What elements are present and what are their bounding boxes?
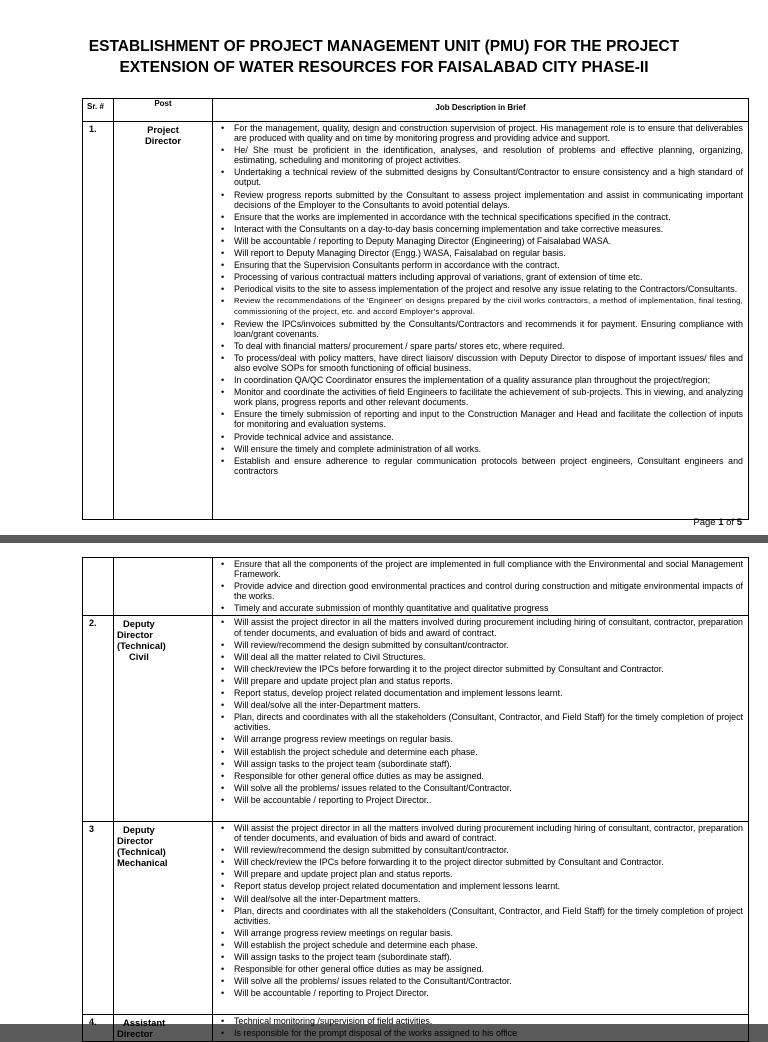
row-sr: 2. xyxy=(83,616,114,822)
header-post: Post xyxy=(114,99,213,122)
duty-item: • Will establish the project schedule and determine each phase. xyxy=(234,747,743,757)
duty-item: • Will assist the project director in all the matters involved during procurement including hiring of consultant, contractor, preparation of tender documents, and evaluation of bids and award of contract. xyxy=(234,823,743,843)
table-row xyxy=(83,122,749,520)
duty-item: • Will prepare and update project plan and status reports. xyxy=(234,869,743,879)
post-title-line: Assistant xyxy=(123,1017,166,1029)
duty-item: • For the management, quality, design and construction supervision of project. His management role is to ensure that deliverables are produced with quality and on time by monitoring progress and providing advice and support. xyxy=(234,123,743,143)
row-sr-empty xyxy=(83,558,114,616)
post-title-line: (Technical) xyxy=(117,845,166,857)
row-post xyxy=(114,616,213,822)
page-number xyxy=(693,517,742,528)
duty-item: • Will deal all the matter related to Civil Structures. xyxy=(234,652,743,662)
duties-list xyxy=(213,122,748,476)
duty-item: • Will be accountable / reporting to Project Director. xyxy=(234,988,743,998)
duty-item: • Ensuring that the Supervision Consultants perform in accordance with the contract. xyxy=(234,260,743,270)
post-title-line: Director xyxy=(117,1028,153,1040)
title-line-1: ESTABLISHMENT OF PROJECT MANAGEMENT UNIT (PMU) FOR THE PROJECT xyxy=(88,38,680,55)
duty-item: • Monitor and coordinate the activities of field Engineers to facilitate the achievement of sub-projects. This in viewing, and analyzing work plans, progress reports and other relevant documents. xyxy=(234,387,743,407)
duties-list xyxy=(213,558,748,613)
table-row xyxy=(83,1015,749,1041)
row-sr: 4. xyxy=(83,1015,114,1041)
duty-item: • Will review/recommend the design submitted by consultant/contractor. xyxy=(234,640,743,650)
duty-item: • Establish and ensure adherence to regular communication protocols between project engineers, Consultant engineers and contractors xyxy=(234,456,743,476)
post-title-line: Civil xyxy=(129,651,149,663)
duty-item: • Timely and accurate submission of monthly quantitative and qualitative progress xyxy=(234,603,743,613)
row-job-description xyxy=(213,558,749,616)
document-page-2 xyxy=(0,543,768,1040)
duty-item: • Ensure the timely submission of reporting and input to the Construction Manager and Head and facilitate the collection of inputs for monitoring and evaluation systems. xyxy=(234,409,743,429)
duty-item: • Will solve all the problems/ issues related to the Consultant/Contractor. xyxy=(234,976,743,986)
duty-item: • Will check/review the IPCs before forwarding it to the project director submitted by Consultant and Contractor. xyxy=(234,857,743,867)
post-title-line: Mechanical xyxy=(117,856,168,868)
post-title-line: Deputy xyxy=(123,823,155,835)
duty-item: • In coordination QA/QC Coordinator ensures the implementation of a quality assurance plan throughout the project/region; xyxy=(234,375,743,385)
duty-item: • Plan, directs and coordinates with all the stakeholders (Consultant, Contractor, and Field Staff) for the timely completion of project activities. xyxy=(234,712,743,732)
duty-item: • Will assign tasks to the project team (subordinate staff). xyxy=(234,952,743,962)
duty-item: • Report status develop project related documentation and implement lessons learnt. xyxy=(234,881,743,891)
page-total: 5 xyxy=(736,517,742,528)
duty-item: • Will deal/solve all the inter-Department matters. xyxy=(234,700,743,710)
duty-item: • Plan, directs and coordinates with all the stakeholders (Consultant, Contractor, and Field Staff) for the timely completion of project activities. xyxy=(234,906,743,926)
page-label: Page xyxy=(693,517,719,528)
duty-item: • Will prepare and update project plan and status reports. xyxy=(234,676,743,686)
title-line-2: EXTENSION OF WATER RESOURCES FOR FAISALABAD CITY PHASE-II xyxy=(119,59,649,76)
duty-item: • Technical monitoring /supervision of field activities. xyxy=(234,1016,743,1026)
duties-list xyxy=(213,616,748,805)
duty-item: • Responsible for other general office duties as may be assigned. xyxy=(234,964,743,974)
row-job-description xyxy=(213,122,749,520)
duty-item: • Review the IPCs/invoices submitted by the Consultants/Contractors and recommends it for payment. Ensuring compliance with loan/grant covenants. xyxy=(234,319,743,339)
duty-item: • He/ She must be proficient in the identification, analyses, and resolution of problems and effective planning, organizing, estimating, scheduling and monitoring of project activities. xyxy=(234,145,743,165)
duties-list xyxy=(213,1015,748,1038)
table-row-continued xyxy=(83,558,749,616)
row-sr: 3 xyxy=(83,821,114,1014)
document-title xyxy=(0,36,768,78)
row-sr: 1. xyxy=(83,122,114,520)
duty-item: • Will review/recommend the design submitted by consultant/contractor. xyxy=(234,845,743,855)
post-title-line: Director xyxy=(117,629,153,641)
duty-item: • Will report to Deputy Managing Director (Engg.) WASA, Faisalabad on regular basis. xyxy=(234,248,743,258)
job-description-table-continued xyxy=(82,557,749,1042)
duty-item: • Periodical visits to the site to assess implementation of the project and resolve any issue relating to the Contractors/Consultants. xyxy=(234,284,743,294)
duty-item: • To deal with financial matters/ procurement / spare parts/ stores etc, where required. xyxy=(234,341,743,351)
duty-item: • Will be accountable / reporting to Deputy Managing Director (Engineering) of Faisalabad WASA. xyxy=(234,236,743,246)
duty-item: • Responsible for other general office duties as may be assigned. xyxy=(234,771,743,781)
duty-item: • Provide technical advice and assistance. xyxy=(234,432,743,442)
duty-item: • Will establish the project schedule and determine each phase. xyxy=(234,940,743,950)
row-job-description xyxy=(213,616,749,822)
duty-item: • Will arrange progress review meetings on regular basis. xyxy=(234,928,743,938)
table-row xyxy=(83,616,749,822)
duty-item: • Interact with the Consultants on a day-to-day basis concerning implementation and take corrective measures. xyxy=(234,224,743,234)
duty-item: • Will deal/solve all the inter-Department matters. xyxy=(234,894,743,904)
duty-item: • Ensure that all the components of the project are implemented in full compliance with the Environmental and social Management Framework. xyxy=(234,559,743,579)
row-post-empty xyxy=(114,558,213,616)
duty-item: • Is responsible for the prompt disposal of the works assigned to his office xyxy=(234,1028,743,1038)
row-job-description xyxy=(213,1015,749,1041)
duty-item: • Will be accountable / reporting to Project Director.. xyxy=(234,795,743,805)
post-title-line: (Technical) xyxy=(117,640,166,652)
duty-item: • To process/deal with policy matters, have direct liaison/ discussion with Deputy Director to dispose of important issues/ files and also evolve SOPs for smooth functioning of official business. xyxy=(234,353,743,373)
table-row xyxy=(83,821,749,1014)
duty-item: • Will ensure the timely and complete administration of all works. xyxy=(234,444,743,454)
header-job-description: Job Description in Brief xyxy=(213,99,749,122)
duty-item: • Processing of various contractual matters including approval of variations, grant of extension of time etc. xyxy=(234,272,743,282)
header-sr: Sr. # xyxy=(83,99,114,122)
row-post xyxy=(114,122,213,520)
post-title-line: Deputy xyxy=(123,618,155,630)
post-title-line: Director xyxy=(117,834,153,846)
duty-item: • Will check/review the IPCs before forwarding it to the project director submitted by Consultant and Contractor. xyxy=(234,664,743,674)
duty-item: • Report status, develop project related documentation and implement lessons learnt. xyxy=(234,688,743,698)
page-of: of xyxy=(723,517,737,528)
duty-item: • Ensure that the works are implemented in accordance with the technical specifications specified in the contract. xyxy=(234,212,743,222)
row-post xyxy=(114,1015,213,1041)
post-title: Project Director xyxy=(145,124,181,146)
duty-item: • Will assist the project director in all the matters involved during procurement including hiring of consultant, contractor, preparation of tender documents, and evaluation of bids and award of contract. xyxy=(234,617,743,637)
row-post xyxy=(114,821,213,1014)
duty-item: • Will arrange progress review meetings on regular basis. xyxy=(234,734,743,744)
job-description-table xyxy=(82,98,749,520)
table-header-row xyxy=(83,99,749,122)
page-current: 1 xyxy=(718,517,724,528)
duty-item: • Will assign tasks to the project team (subordinate staff). xyxy=(234,759,743,769)
duty-item: • Provide advice and direction good environmental practices and control during construction and mitigate environmental impacts of the works. xyxy=(234,581,743,601)
row-job-description xyxy=(213,821,749,1014)
duty-item: • Review progress reports submitted by the Consultant to assess project implementation and assist in communicating important decisions of the Employer to the Consultants to avoid potential delays. xyxy=(234,190,743,210)
duty-item: • Undertaking a technical review of the submitted designs by Consultant/Contractor to ensure consistency and a high standard of output. xyxy=(234,167,743,187)
duties-list xyxy=(213,822,748,998)
duty-item: • Will solve all the problems/ issues related to the Consultant/Contractor. xyxy=(234,783,743,793)
duty-item: • Review the recommendations of the 'Engineer' on designs prepared by the civil works contractors, a method of implementation, final testing, commissioning of the project, etc. and accord Employer's approval. xyxy=(234,296,743,316)
